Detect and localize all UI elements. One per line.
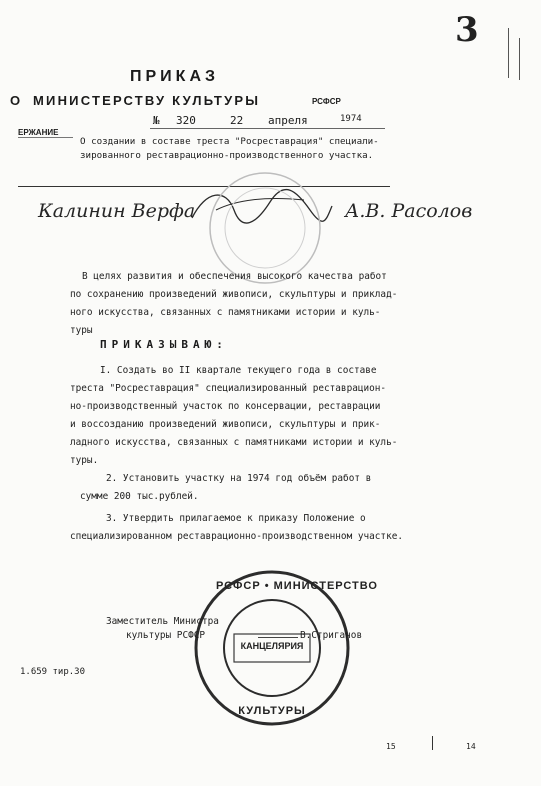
page-mark-left: 15	[386, 742, 396, 751]
signoff-position-1: Заместитель Министра	[106, 616, 219, 627]
order-date-year: 1974	[340, 114, 362, 124]
number-date-underline	[150, 128, 385, 129]
item1-line-6: туры.	[70, 455, 99, 466]
stamp-center: КАНЦЕЛЯРИЯ	[240, 641, 304, 651]
subject-line-2: зированного реставрационно-производственного участка.	[80, 150, 374, 161]
footer-divider	[432, 736, 433, 750]
signature-left: Калинин Верфа	[38, 200, 196, 222]
edition-info: 1.659 тир.30	[20, 667, 86, 677]
signoff-name: В.Стриганов	[300, 630, 363, 641]
item1-line-2: треста "Росреставрация" специализированный реставрацион-	[70, 383, 387, 394]
intro-line-1: В целях развития и обеспечения высокого качества работ	[82, 271, 387, 282]
intro-line-4: туры	[70, 325, 93, 336]
signature-right: А.В. Расолов	[345, 200, 473, 222]
handwritten-page-number: 3	[455, 10, 479, 50]
signoff-position-2: культуры РСФСР	[126, 630, 206, 641]
page-mark-right: 14	[466, 742, 476, 751]
margin-mark	[508, 28, 509, 78]
section-label: ЕРЖАНИЕ	[18, 128, 59, 137]
intro-line-2: по сохранению произведений живописи, скульптуры и приклад-	[70, 289, 398, 300]
ministry-prefix: О	[10, 93, 23, 108]
order-date-month: апреля	[268, 114, 308, 127]
order-date-day: 22	[230, 114, 244, 127]
margin-mark	[519, 38, 520, 80]
order-number-label: №	[153, 114, 160, 127]
stamp-ring-bottom: КУЛЬТУРЫ	[238, 705, 306, 717]
intro-line-3: ного искусства, связанных с памятниками истории и куль-	[70, 307, 381, 318]
ministry-name: МИНИСТЕРСТВУ КУЛЬТУРЫ	[33, 93, 261, 108]
official-stamp-text	[192, 568, 378, 728]
item2-line-2: сумме 200 тыс.рублей.	[80, 491, 199, 502]
signature-dash	[258, 637, 298, 638]
ministry-suffix: РСФСР	[312, 97, 341, 106]
item3-line-1: 3. Утвердить прилагаемое к приказу Положение о	[106, 513, 366, 524]
item1-line-3: но-производственный участок по консервации, реставрации	[70, 401, 381, 412]
item1-line-4: и воссозданию произведений живописи, скульптуры и прик-	[70, 419, 381, 430]
document-title: ПРИКАЗ	[130, 68, 220, 85]
item1-line-1: I. Создать во II квартале текущего года в составе	[100, 365, 377, 376]
item3-line-2: специализированном реставрационно-производственном участке.	[70, 531, 404, 542]
section-label-rule	[18, 137, 73, 138]
item1-line-5: ладного искусства, связанных с памятниками истории и куль-	[70, 437, 398, 448]
order-heading: ПРИКАЗЫВАЮ:	[100, 338, 228, 351]
stamp-ring-top: РСФСР • МИНИСТЕРСТВО	[216, 580, 378, 592]
item2-line-1: 2. Установить участку на 1974 год объём работ в	[106, 473, 372, 484]
subject-line-1: О создании в составе треста "Росреставрация" специали-	[80, 136, 379, 147]
order-number: 320	[176, 114, 196, 127]
